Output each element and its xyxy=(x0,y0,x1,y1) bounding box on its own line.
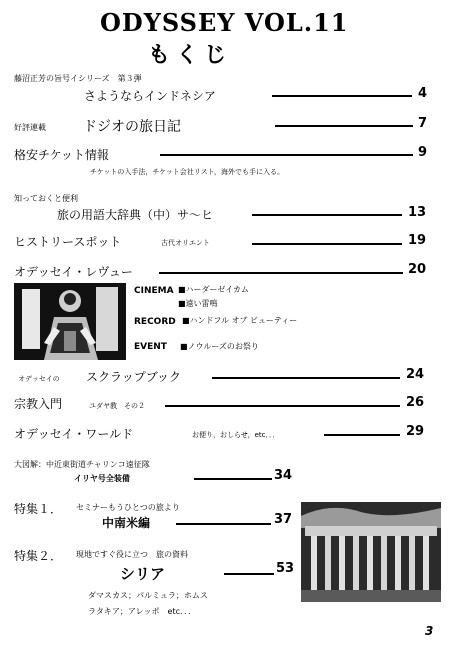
page-number: 4 xyxy=(418,86,428,101)
page-number: 7 xyxy=(418,116,428,131)
entry-2-label: 好評連載 xyxy=(14,123,46,132)
leader-line xyxy=(165,405,400,407)
page-number: 13 xyxy=(408,205,427,220)
leader-line xyxy=(224,573,274,575)
entry-10-title: イリヤ号全装備 xyxy=(74,474,130,483)
page-number: 19 xyxy=(408,233,427,248)
entry-8-title: 宗教入門 xyxy=(14,397,63,411)
page-number: 20 xyxy=(408,262,427,277)
entry-12-cities-1: ダマスカス；パルミュラ；ホムス xyxy=(88,591,208,600)
leader-line xyxy=(212,377,400,379)
entry-7-label: オデッセイの xyxy=(18,375,60,383)
leader-line xyxy=(194,478,272,480)
event-label: EVENT xyxy=(134,342,167,352)
event-item: ■ノウルーズのお祭り xyxy=(180,342,259,351)
entry-6-title: オデッセイ・レヴュー xyxy=(14,265,133,279)
page-number: 9 xyxy=(418,145,428,160)
page-number: 26 xyxy=(406,395,425,410)
cinema-label: CINEMA xyxy=(134,286,174,296)
leader-line xyxy=(272,95,412,97)
leader-line xyxy=(176,523,271,525)
entry-10-lead: 大図解：中近東街道チャリンコ遠征隊 xyxy=(14,460,150,469)
page-number: 34 xyxy=(274,468,293,483)
entry-9-sub: お便り，おしらせ，etc．．． xyxy=(192,431,280,439)
entry-5-title: ヒストリースポット xyxy=(14,235,122,249)
magazine-title: ODYSSEY VOL.11 xyxy=(100,8,349,37)
syria-photo xyxy=(301,472,441,602)
entry-12-lead: 現地ですぐ役に立つ 旅の資料 xyxy=(76,550,188,559)
entry-11-title: 中南米編 xyxy=(102,516,151,530)
entry-2-title: ドジオの旅日記 xyxy=(83,119,181,135)
entry-4-title: 旅の用語大辞典（中）サ〜ヒ xyxy=(57,208,214,222)
page-number: 53 xyxy=(276,561,295,576)
leader-line xyxy=(159,272,403,274)
entry-9-title: オデッセイ・ワールド xyxy=(14,427,134,441)
footer-page-number: 3 xyxy=(425,624,434,638)
record-item: ■ハンドフル オブ ビューティー xyxy=(182,316,298,325)
entry-4-lead: 知っておくと便利 xyxy=(14,194,78,203)
leader-line xyxy=(252,214,402,216)
page-number: 37 xyxy=(274,512,293,527)
page-number: 24 xyxy=(406,367,425,382)
entry-11-label: 特集１． xyxy=(14,502,63,516)
cinema-item-1: ■ハーダーゼイカム xyxy=(178,285,249,294)
contents-heading: もくじ xyxy=(148,42,233,68)
review-photo xyxy=(14,283,126,360)
entry-7-title: スクラップブック xyxy=(86,370,181,384)
leader-line xyxy=(324,434,400,436)
entry-12-label: 特集２． xyxy=(14,549,63,563)
entry-5-sub: 古代オリエント xyxy=(161,239,210,247)
record-label: RECORD xyxy=(134,317,176,327)
entry-12-title: シリア xyxy=(120,565,166,583)
entry-3-note: チケットの入手法，チケット会社リスト，海外でも手に入る。 xyxy=(90,168,284,176)
leader-line xyxy=(252,243,402,245)
leader-line xyxy=(160,154,413,156)
page-number: 29 xyxy=(406,424,425,439)
entry-3-title: 格安チケット情報 xyxy=(14,148,109,162)
entry-8-sub: ユダヤ教 その２ xyxy=(89,402,145,410)
entry-1-series: 藤沼正芳の旨号イシリーズ 第３弾 xyxy=(14,74,142,83)
leader-line xyxy=(275,125,413,127)
entry-1-title: さようならインドネシア xyxy=(84,89,216,103)
entry-12-cities-2: ラタキア；アレッポ etc．．． xyxy=(88,607,196,616)
entry-11-lead: セミナーもうひとつの旅より xyxy=(76,503,180,512)
cinema-item-2: ■遠い雷鳴 xyxy=(178,299,218,308)
